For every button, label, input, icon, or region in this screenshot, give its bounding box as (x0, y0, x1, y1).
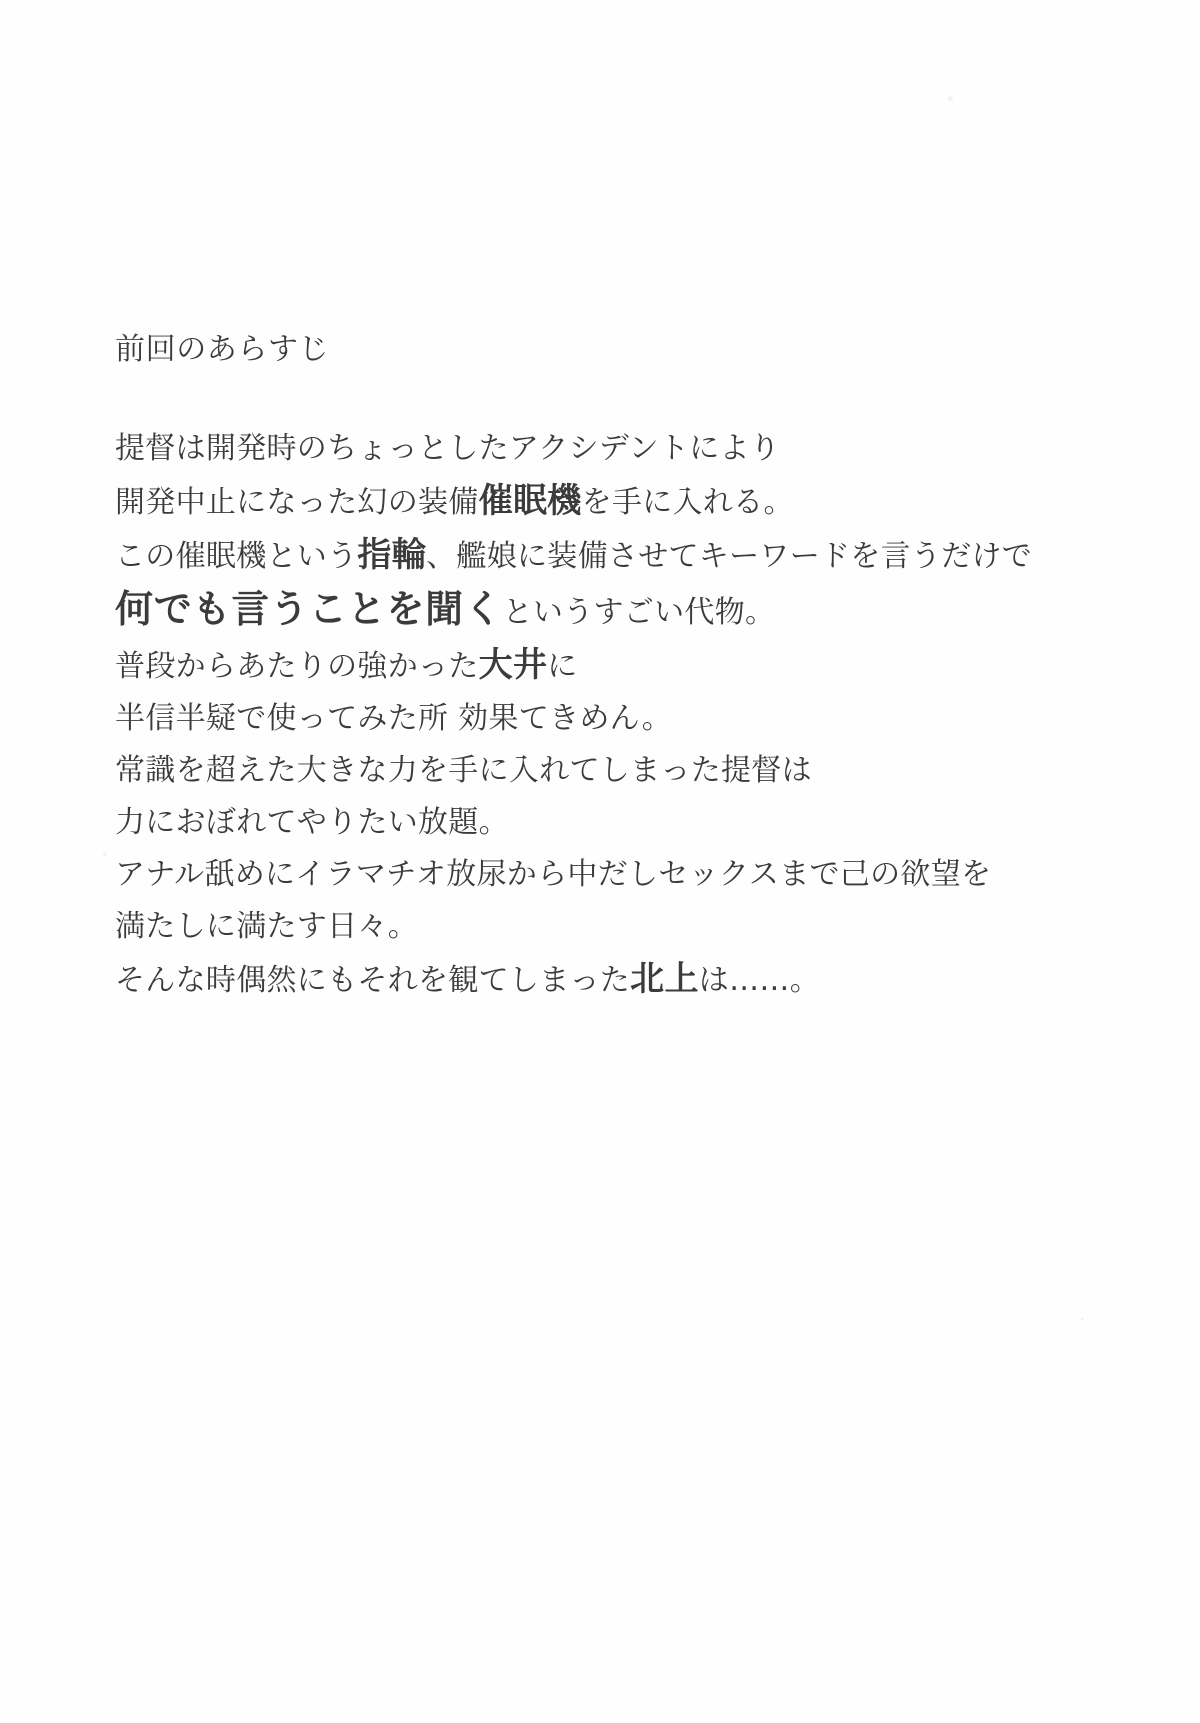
text-run: 満たしに満たす日々。 (115, 908, 418, 944)
prologue-line (115, 849, 1105, 901)
prologue-line (115, 745, 1105, 797)
text-run: に (547, 648, 578, 684)
emphasis-run: 何でも言うことを聞く (115, 586, 503, 631)
prologue-line (115, 583, 1105, 639)
text-run: は……。 (698, 962, 820, 998)
text-run: 力におぼれてやりたい放題。 (115, 804, 509, 840)
text-run: 常識を超えた大きな力を手に入れてしまった提督は (115, 752, 812, 788)
paper-speck (1081, 1318, 1084, 1321)
text-run: この催眠機という (115, 538, 358, 574)
text-run: 開発中止になった幻の装備 (115, 484, 479, 520)
paper-speck (103, 852, 107, 856)
prologue-line (115, 529, 1105, 583)
text-run: というすごい代物。 (502, 594, 776, 630)
text-run: 半信半疑で使ってみた所 効果てきめん。 (115, 700, 673, 736)
emphasis-run: 北上 (630, 958, 699, 999)
prologue-line (115, 423, 1105, 475)
emphasis-run: 指輪 (357, 534, 427, 575)
prologue-line (115, 639, 1105, 693)
prologue-line (115, 475, 1105, 529)
text-run: 普段からあたりの強かった (115, 648, 479, 684)
text-run: 、艦娘に装備させてキーワードを言うだけで (426, 538, 1033, 574)
text-run: そんな時偶然にもそれを観てしまった (115, 962, 631, 998)
prologue-line (115, 797, 1105, 849)
prologue-line (115, 953, 1105, 1007)
text-run: アナル舐めにイラマチオ放尿から中だしセックスまで己の欲望を (115, 856, 992, 892)
prologue-line (115, 693, 1105, 745)
emphasis-run: 大井 (478, 644, 548, 685)
prologue-line (115, 901, 1105, 953)
emphasis-run: 催眠機 (478, 480, 582, 521)
prologue-text-block (115, 330, 1105, 1007)
page-title: 前回のあらすじ (115, 332, 330, 367)
text-run: 提督は開発時のちょっとしたアクシデントにより (115, 430, 781, 466)
text-run: を手に入れる。 (581, 484, 794, 520)
paper-speck (948, 96, 953, 101)
prologue-paragraph (115, 423, 1105, 1007)
